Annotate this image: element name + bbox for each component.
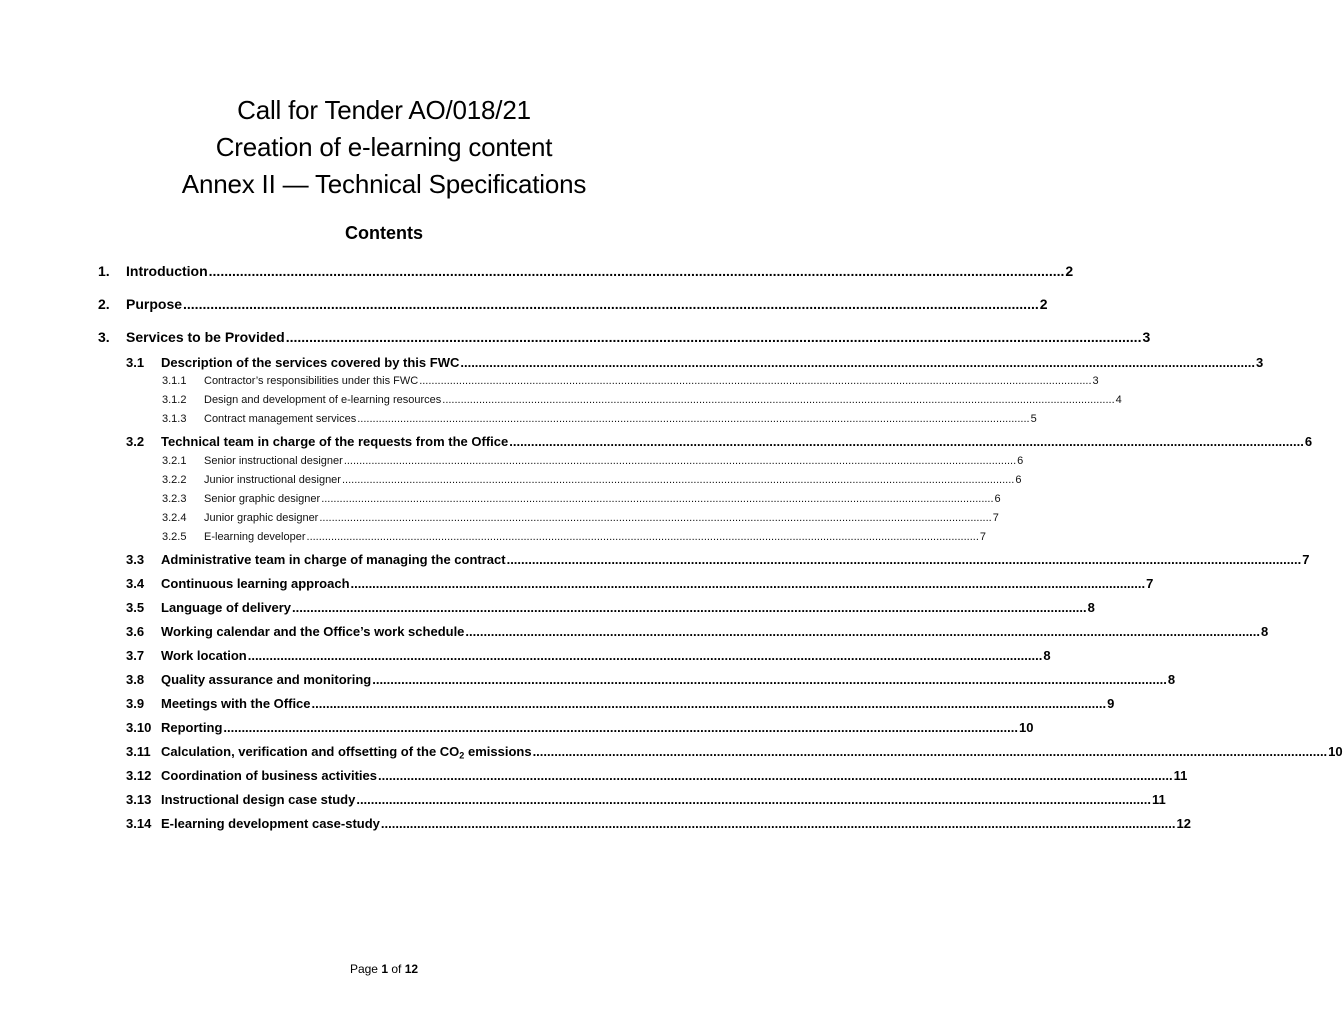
toc-leader-dots: ............................................................................................................................................................................................................................ bbox=[223, 720, 1018, 735]
toc-title: E-learning developer bbox=[204, 531, 306, 543]
toc-number: 3.11 bbox=[126, 744, 151, 759]
toc-entry-3-2-3[interactable] bbox=[162, 493, 1001, 505]
toc-number: 3.2 bbox=[126, 434, 145, 449]
toc-title: Continuous learning approach bbox=[161, 576, 350, 591]
toc-title-subscript: 2 bbox=[459, 750, 465, 761]
toc-title: Contract management services bbox=[204, 413, 357, 425]
toc-page-number: 5 bbox=[1030, 413, 1037, 425]
toc-page-number: 2 bbox=[1039, 296, 1048, 312]
toc-page-number: 8 bbox=[1167, 672, 1176, 687]
toc-entry-purpose[interactable] bbox=[98, 296, 1048, 312]
toc-title: Junior instructional designer bbox=[204, 474, 341, 486]
toc-number: 3.6 bbox=[126, 624, 145, 639]
toc-title: Description of the services covered by this FWC bbox=[161, 355, 460, 370]
page-footer bbox=[0, 962, 768, 976]
toc-leader-dots: ............................................................................................................................................................................................................................ bbox=[377, 768, 1173, 783]
toc-title: Work location bbox=[161, 648, 247, 663]
toc-number: 3.2.5 bbox=[162, 531, 187, 543]
toc-leader-dots: ............................................................................................................................................................................................................................ bbox=[506, 552, 1302, 567]
toc-page-number: 3 bbox=[1255, 355, 1264, 370]
toc-title: Language of delivery bbox=[161, 600, 292, 615]
toc-number: 3.9 bbox=[126, 696, 145, 711]
toc-leader-dots: ............................................................................................................................................................................................................................ bbox=[509, 434, 1304, 449]
document-title-line-1: Call for Tender AO/018/21 bbox=[237, 95, 531, 125]
toc-leader-dots: ............................................................................................................................................................................................................................ bbox=[183, 296, 1039, 312]
toc-entry-3-4[interactable] bbox=[126, 576, 1154, 591]
toc-page-number: 4 bbox=[1115, 394, 1122, 406]
toc-number: 3.1 bbox=[126, 355, 145, 370]
toc-title bbox=[161, 744, 532, 759]
footer-of-label: of bbox=[391, 962, 402, 976]
toc-number: 3.2.4 bbox=[162, 512, 187, 524]
toc-page-number: 7 bbox=[1302, 552, 1310, 567]
toc-page-number: 7 bbox=[992, 512, 999, 524]
toc-title: Junior graphic designer bbox=[204, 512, 319, 524]
toc-leader-dots: ............................................................................................................................................................................................................................ bbox=[465, 624, 1261, 639]
toc-leader-dots: ............................................................................................................................................................................................................................ bbox=[321, 493, 994, 505]
toc-number: 3.1.2 bbox=[162, 394, 187, 406]
toc-title-suffix: emissions bbox=[464, 744, 532, 759]
toc-page-number: 6 bbox=[1017, 455, 1024, 467]
toc-number: 3.1.1 bbox=[162, 375, 187, 387]
toc-leader-dots: ............................................................................................................................................................................................................................ bbox=[380, 816, 1176, 831]
toc-page-number: 6 bbox=[1015, 474, 1022, 486]
toc-entry-services[interactable] bbox=[98, 329, 1151, 345]
toc-entry-3-1-3[interactable] bbox=[162, 413, 1037, 425]
toc-page-number: 8 bbox=[1261, 624, 1269, 639]
toc-page-number: 8 bbox=[1043, 648, 1051, 663]
toc-title: Quality assurance and monitoring bbox=[161, 672, 372, 687]
toc-leader-dots: ............................................................................................................................................................................................................................ bbox=[343, 455, 1017, 467]
toc-leader-dots: ............................................................................................................................................................................................................................ bbox=[357, 413, 1030, 425]
toc-page-number: 11 bbox=[1151, 792, 1166, 807]
toc-leader-dots: ............................................................................................................................................................................................................................ bbox=[356, 792, 1151, 807]
toc-number: 3.13 bbox=[126, 792, 152, 807]
toc-number: 3.2.1 bbox=[162, 455, 187, 467]
toc-leader-dots: ............................................................................................................................................................................................................................ bbox=[292, 600, 1087, 615]
toc-entry-3-10[interactable] bbox=[126, 720, 1034, 735]
toc-title: Design and development of e-learning resources bbox=[204, 394, 442, 406]
toc-page-number: 10 bbox=[1328, 744, 1343, 759]
document-title-line-3: Annex II — Technical Specifications bbox=[181, 169, 587, 199]
toc-title: E-learning development case-study bbox=[161, 816, 380, 831]
toc-page-number: 11 bbox=[1173, 768, 1188, 783]
toc-number: 1. bbox=[98, 263, 110, 279]
toc-number: 3.2.2 bbox=[162, 474, 187, 486]
toc-number: 3.2.3 bbox=[162, 493, 187, 505]
toc-entry-3-9[interactable] bbox=[126, 696, 1115, 711]
toc-entry-3-12[interactable] bbox=[126, 768, 1188, 783]
toc-title: Services to be Provided bbox=[126, 329, 285, 345]
toc-leader-dots: ............................................................................................................................................................................................................................ bbox=[319, 512, 992, 524]
toc-leader-dots: ............................................................................................................................................................................................................................ bbox=[442, 394, 1115, 406]
toc-entry-3-11[interactable] bbox=[126, 744, 1343, 761]
toc-page-number: 3 bbox=[1092, 375, 1099, 387]
toc-page-number: 12 bbox=[1176, 816, 1191, 831]
toc-page-number: 6 bbox=[1304, 434, 1313, 449]
toc-number: 3.4 bbox=[126, 576, 145, 591]
toc-number: 3.1.3 bbox=[162, 413, 187, 425]
toc-title: Administrative team in charge of managing the contract bbox=[161, 552, 506, 567]
toc-title: Meetings with the Office bbox=[161, 696, 311, 711]
toc-entry-3-7[interactable] bbox=[126, 648, 1051, 663]
toc-entry-3-2-4[interactable] bbox=[162, 512, 999, 524]
toc-title: Technical team in charge of the requests from the Office bbox=[161, 434, 509, 449]
toc-title: Instructional design case study bbox=[161, 792, 356, 807]
toc-leader-dots: ............................................................................................................................................................................................................................ bbox=[306, 531, 979, 543]
toc-leader-dots: ............................................................................................................................................................................................................................ bbox=[460, 355, 1255, 370]
toc-entry-introduction[interactable] bbox=[98, 263, 1074, 279]
contents-heading: Contents bbox=[345, 223, 423, 243]
toc-page-number: 7 bbox=[1146, 576, 1154, 591]
toc-number: 3.8 bbox=[126, 672, 145, 687]
toc-entry-3-2[interactable] bbox=[126, 434, 1313, 449]
toc-page-number: 10 bbox=[1019, 720, 1034, 735]
toc-entry-3-14[interactable] bbox=[126, 816, 1191, 831]
toc-number: 3. bbox=[98, 329, 110, 345]
toc-number: 2. bbox=[98, 296, 110, 312]
toc-leader-dots: ............................................................................................................................................................................................................................ bbox=[311, 696, 1107, 711]
toc-number: 3.5 bbox=[126, 600, 145, 615]
toc-title-prefix: Calculation, verification and offsetting of the CO bbox=[161, 744, 460, 759]
toc-leader-dots: ............................................................................................................................................................................................................................ bbox=[532, 744, 1328, 759]
toc-leader-dots: ............................................................................................................................................................................................................................ bbox=[419, 375, 1092, 387]
toc-entry-3-1[interactable] bbox=[126, 355, 1264, 370]
toc-entry-3-2-2[interactable] bbox=[162, 474, 1022, 486]
toc-entry-3-1-2[interactable] bbox=[162, 394, 1122, 406]
document-title-line-2: Creation of e-learning content bbox=[215, 132, 553, 162]
toc-entry-3-8[interactable] bbox=[126, 672, 1176, 687]
toc-number: 3.14 bbox=[126, 816, 152, 831]
toc-entry-3-5[interactable] bbox=[126, 600, 1095, 615]
toc-entry-3-13[interactable] bbox=[126, 792, 1166, 807]
toc-page-number: 2 bbox=[1065, 263, 1074, 279]
footer-current-page: 1 bbox=[381, 962, 388, 976]
toc-page-number: 9 bbox=[1107, 696, 1115, 711]
toc-entry-3-1-1[interactable] bbox=[162, 375, 1099, 387]
toc-title: Reporting bbox=[161, 720, 223, 735]
toc-leader-dots: ............................................................................................................................................................................................................................ bbox=[247, 648, 1043, 663]
toc-leader-dots: ............................................................................................................................................................................................................................ bbox=[208, 263, 1065, 279]
toc-title: Working calendar and the Office’s work schedule bbox=[161, 624, 465, 639]
toc-leader-dots: ............................................................................................................................................................................................................................ bbox=[341, 474, 1015, 486]
toc-number: 3.3 bbox=[126, 552, 145, 567]
toc-leader-dots: ............................................................................................................................................................................................................................ bbox=[285, 329, 1142, 345]
toc-leader-dots: ............................................................................................................................................................................................................................ bbox=[350, 576, 1146, 591]
toc-title: Purpose bbox=[126, 296, 183, 312]
toc-number: 3.10 bbox=[126, 720, 152, 735]
toc-entry-3-3[interactable] bbox=[126, 552, 1310, 567]
toc-title: Introduction bbox=[126, 263, 208, 279]
toc-entry-3-2-5[interactable] bbox=[162, 531, 986, 543]
toc-page-number: 3 bbox=[1142, 329, 1151, 345]
toc-entry-3-6[interactable] bbox=[126, 624, 1269, 639]
toc-entry-3-2-1[interactable] bbox=[162, 455, 1024, 467]
toc-title: Contractor’s responsibilities under this FWC bbox=[204, 375, 419, 387]
toc-title: Senior graphic designer bbox=[204, 493, 321, 505]
toc-title: Coordination of business activities bbox=[161, 768, 377, 783]
footer-total-pages: 12 bbox=[404, 962, 419, 976]
toc-number: 3.7 bbox=[126, 648, 145, 663]
toc-page-number: 6 bbox=[994, 493, 1001, 505]
toc-title: Senior instructional designer bbox=[204, 455, 343, 467]
toc-leader-dots: ............................................................................................................................................................................................................................ bbox=[372, 672, 1167, 687]
toc-number: 3.12 bbox=[126, 768, 152, 783]
toc-page-number: 7 bbox=[979, 531, 986, 543]
toc-page-number: 8 bbox=[1087, 600, 1095, 615]
footer-page-label: Page bbox=[349, 962, 378, 976]
